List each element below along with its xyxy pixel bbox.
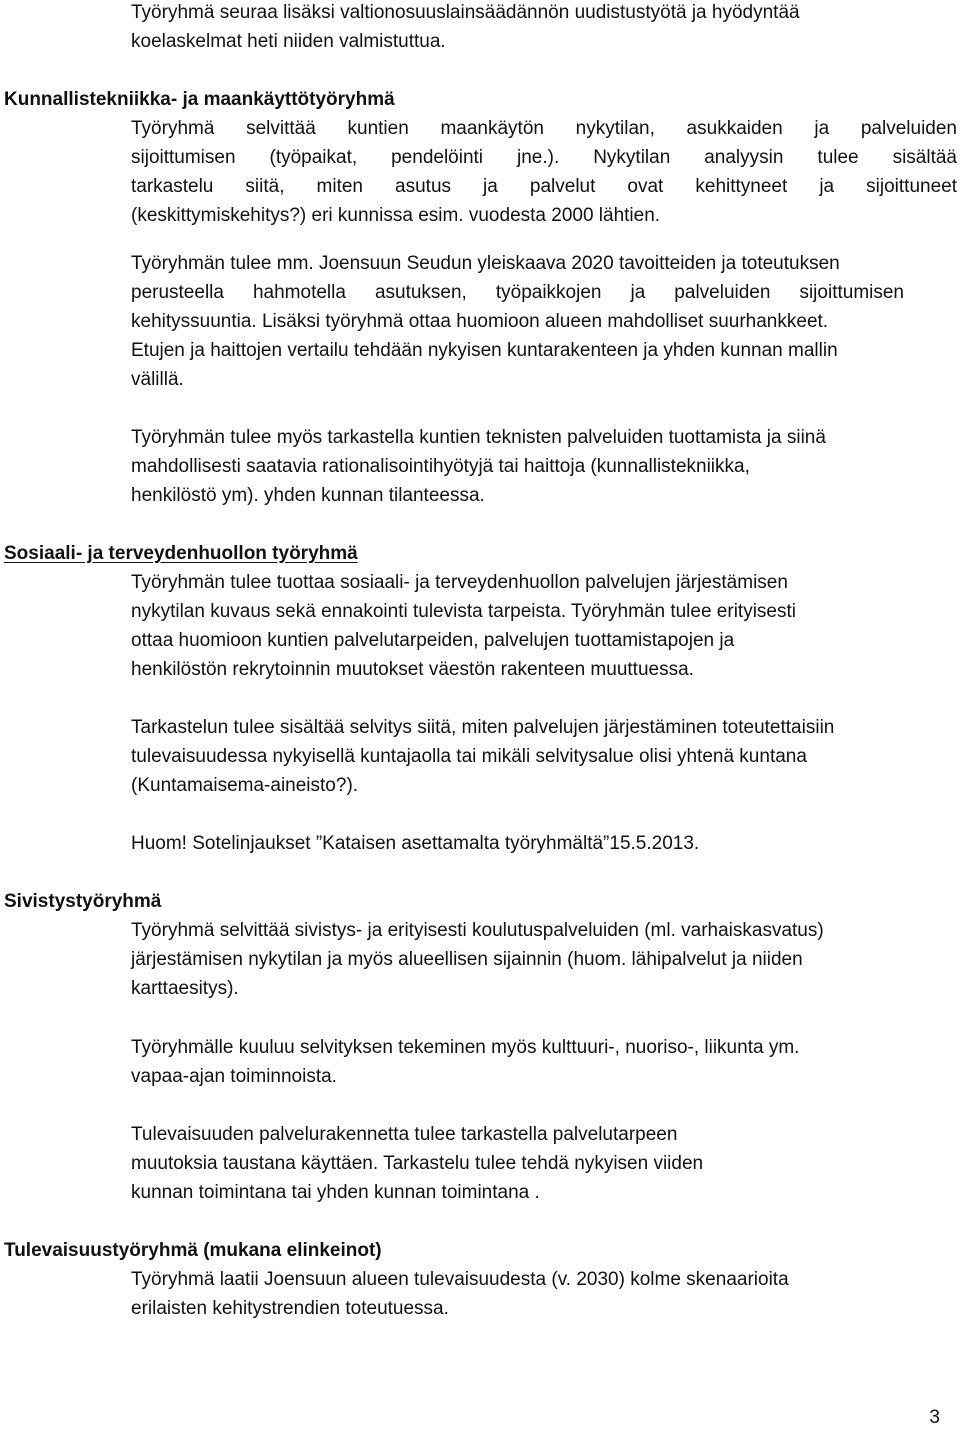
sosiaali-note: Huom! Sotelinjaukset ”Kataisen asettamalta työryhmältä”15.5.2013. — [131, 833, 700, 854]
kunnallistekniikka-p1-line-1: Työryhmä selvittää kuntien maankäytön nykytilan, asukkaiden ja palveluiden — [131, 118, 957, 139]
sosiaali-p2-line-3: (Kuntamaisema-aineisto?). — [131, 775, 359, 796]
sivistys-p2-line-1: Työryhmälle kuuluu selvityksen tekeminen myös kulttuuri-, nuoriso-, liikunta ym. — [131, 1037, 800, 1058]
intro-line-2: koelaskelmat heti niiden valmistuttua. — [131, 31, 446, 52]
kunnallistekniikka-p2-line-1: Työryhmän tulee mm. Joensuun Seudun yleiskaava 2020 tavoitteiden ja toteutuksen — [131, 253, 840, 274]
kunnallistekniikka-p1-line-2: sijoittumisen (työpaikat, pendelöinti jne.). Nykytilan analyysin tulee sisältää — [131, 147, 957, 168]
sivistys-p1-line-2: järjestämisen nykytilan ja myös alueellisen sijainnin (huom. lähipalvelut ja niiden — [131, 949, 803, 970]
sosiaali-p1-line-2: nykytilan kuvaus sekä ennakointi tulevista tarpeista. Työryhmän tulee erityisesti — [131, 601, 796, 622]
sosiaali-p1-line-3: ottaa huomioon kuntien palvelutarpeiden, palvelujen tuottamistapojen ja — [131, 630, 735, 651]
kunnallistekniikka-p2-line-3: kehityssuuntia. Lisäksi työryhmä ottaa huomioon alueen mahdolliset suurhankkeet. — [131, 311, 829, 332]
sivistys-p3-line-1: Tulevaisuuden palvelurakennetta tulee tarkastella palvelutarpeen — [131, 1124, 678, 1145]
sosiaali-p2-line-1: Tarkastelun tulee sisältää selvitys siitä, miten palvelujen järjestäminen toteutettaisiin — [131, 717, 835, 738]
sivistys-p1-line-1: Työryhmä selvittää sivistys- ja erityisesti koulutuspalveluiden (ml. varhaiskasvatus) — [131, 920, 824, 941]
tulevaisuus-p1-line-1: Työryhmä laatii Joensuun alueen tulevaisuudesta (v. 2030) kolme skenaarioita — [131, 1269, 789, 1290]
kunnallistekniikka-p3-line-1: Työryhmän tulee myös tarkastella kuntien teknisten palveluiden tuottamista ja siinä — [131, 427, 826, 448]
page-number: 3 — [929, 1407, 940, 1428]
sivistys-p3-line-3: kunnan toimintana tai yhden kunnan toimintana . — [131, 1182, 540, 1203]
kunnallistekniikka-p2-line-5: välillä. — [131, 369, 184, 390]
heading-sosiaali-terveys: Sosiaali- ja terveydenhuollon työryhmä — [4, 543, 358, 564]
sosiaali-p1-line-1: Työryhmän tulee tuottaa sosiaali- ja terveydenhuollon palvelujen järjestämisen — [131, 572, 788, 593]
heading-tulevaisuus: Tulevaisuustyöryhmä (mukana elinkeinot) — [4, 1240, 382, 1261]
heading-sivistys: Sivistystyöryhmä — [4, 891, 162, 912]
sosiaali-p2-line-2: tulevaisuudessa nykyisellä kuntajaolla tai mikäli selvitysalue olisi yhtenä kuntana — [131, 746, 807, 767]
sosiaali-p1-line-4: henkilöstön rekrytoinnin muutokset väestön rakenteen muuttuessa. — [131, 659, 694, 680]
sivistys-p1-line-3: karttaesitys). — [131, 978, 239, 999]
kunnallistekniikka-p2-line-4: Etujen ja haittojen vertailu tehdään nykyisen kuntarakenteen ja yhden kunnan mallin — [131, 340, 838, 361]
kunnallistekniikka-p3-line-2: mahdollisesti saatavia rationalisointihyötyjä tai haittoja (kunnallistekniikka, — [131, 456, 750, 477]
heading-kunnallistekniikka: Kunnallistekniikka- ja maankäyttötyöryhmä — [4, 89, 395, 110]
sivistys-p2-line-2: vapaa-ajan toiminnoista. — [131, 1066, 337, 1087]
kunnallistekniikka-p2-line-2: perusteella hahmotella asutuksen, työpaikkojen ja palveluiden sijoittumisen — [131, 282, 904, 303]
tulevaisuus-p1-line-2: erilaisten kehitystrendien toteutuessa. — [131, 1298, 449, 1319]
sivistys-p3-line-2: muutoksia taustana käyttäen. Tarkastelu tulee tehdä nykyisen viiden — [131, 1153, 704, 1174]
kunnallistekniikka-p1-line-3: tarkastelu siitä, miten asutus ja palvelut ovat kehittyneet ja sijoittuneet — [131, 176, 957, 197]
intro-line-1: Työryhmä seuraa lisäksi valtionosuuslainsäädännön uudistustyötä ja hyödyntää — [131, 2, 800, 23]
kunnallistekniikka-p3-line-3: henkilöstö ym). yhden kunnan tilanteessa. — [131, 485, 485, 506]
kunnallistekniikka-p1-line-4: (keskittymiskehitys?) eri kunnissa esim. vuodesta 2000 lähtien. — [131, 205, 661, 226]
